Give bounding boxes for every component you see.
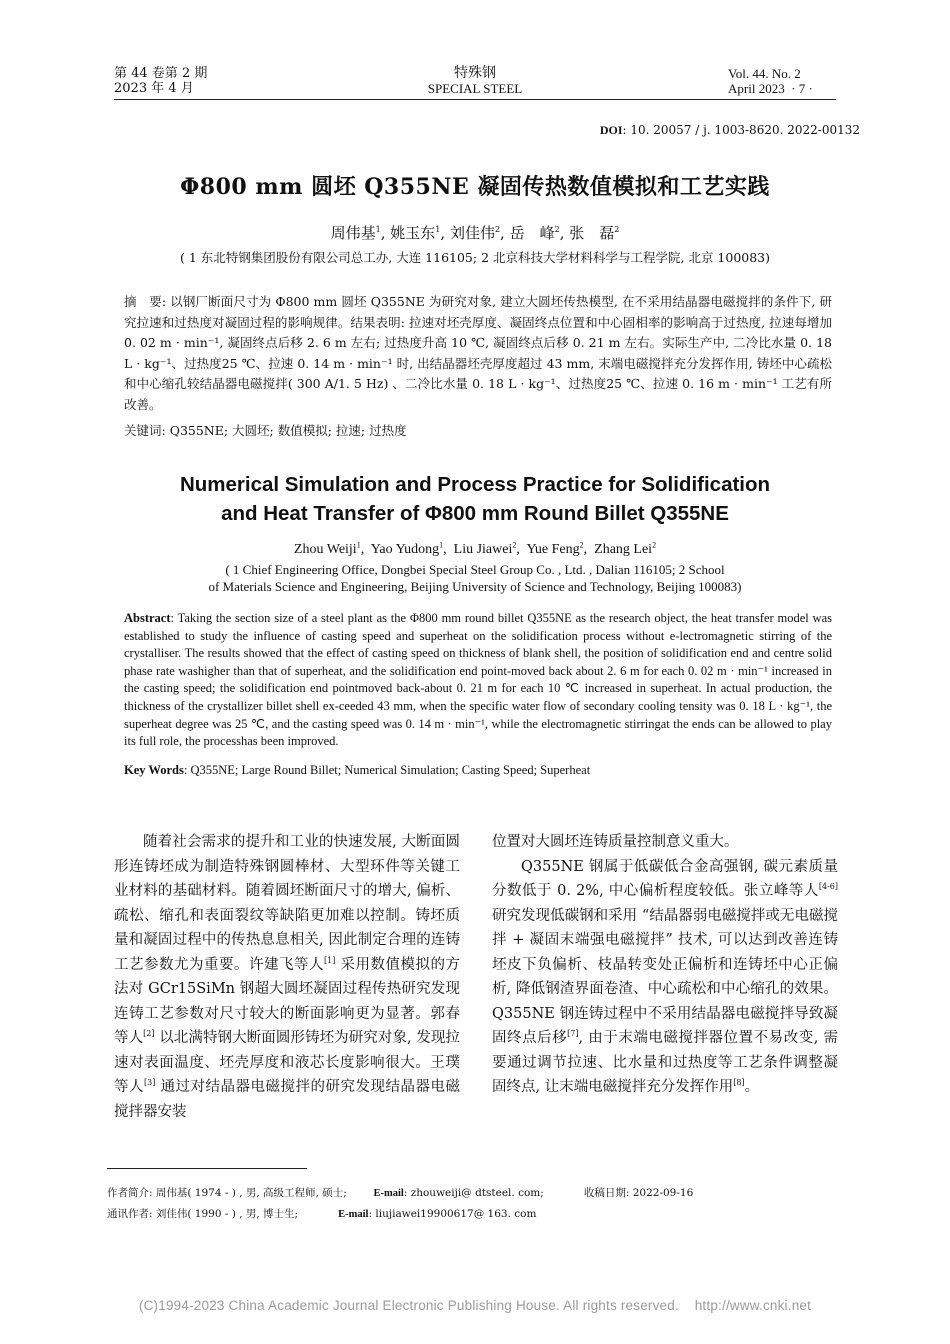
footnote-author [107, 1186, 693, 1201]
title-en-line2: and Heat Transfer of Φ800 mm Round Billet Q355NE [221, 502, 729, 525]
author-cn: 岳 峰 [509, 224, 555, 242]
citation: [7] [567, 1029, 579, 1039]
author-sup: 2 [579, 540, 584, 550]
citation: [3] [144, 1078, 156, 1088]
keywords-cn-text: Q355NE; 大圆坯; 数值模拟; 拉速; 过热度 [165, 423, 407, 438]
doi [600, 123, 860, 138]
author-sup: 1 [375, 225, 381, 234]
copyright-notice: (C)1994-2023 China Academic Journal Electronic Publishing House. All rights reserved. http://www.cnki.net [138, 1298, 812, 1313]
keywords-cn [124, 421, 832, 439]
keywords-cn-label: 关键词: [124, 423, 166, 438]
citation: [2] [143, 1029, 155, 1039]
abstract-en-text: : Taking the section size of a steel plant as the Φ800 mm round billet Q355NE as the research object, the heat transfer model was established to study the influence of casting speed and superheat on the solidification process without e-lectromagnetic stirring of the crystalliser. The results showed that the effect of casting speed on thickness of blank shell, the position of solidification end and centre solid phase rate washigher than that of superheat, and the solidification end point-moved back about 2. 6 m for each 0. 02 m · min⁻¹ increased in the casting speed; the solidification end pointmoved back-about 0. 21 m for each 10 ℃ increased in superheat. In actual production, the thickness of the crystallizer billet shell ex-ceeded 43 mm, when the specific water flow of secondary cooling tensity was 0. 18 L · kg⁻¹, the superheat degree was 25 ℃, and the casting speed was 0. 14 m · min⁻¹, while the electromagnetic stirringat the ends can be allowed to play its full role, the processhas been improved. [124, 611, 832, 749]
received-date: 收稿日期: 2022-09-16 [583, 1187, 694, 1199]
body-right-column [492, 830, 838, 1100]
abstract-cn-text: 以钢厂断面尺寸为 Φ800 mm 圆坯 Q355NE 为研究对象, 建立大圆坯传热模型, 在不采用结晶器电磁搅拌的条件下, 研究拉速和过热度对凝固过程的影响规律。结果表明: 拉速对坯壳厚度、凝固终点位置和中心固相率的影响高于过热度, 拉速每增加 0. 02 m · min⁻¹, 凝固终点后移 2. 6 m 左右; 过热度升高 10 ℃, 凝固终点后移 0. 21 m 左右。实际生产中, 二冷比水量 0. 18 L · kg⁻¹、过热度25 ℃、拉速 0. 14 m · min⁻¹ 时, 出结晶器坯壳厚度超过 43 mm, 末端电磁搅拌充分发挥作用, 铸坯中心疏松和中心缩孔较结晶器电磁搅拌( 300 A/1. 5 Hz) 、二冷比水量 0. 18 L · kg⁻¹、过热度25 ℃、拉速 0. 16 m · min⁻¹ 工艺有所改善。 [124, 294, 832, 412]
email-label: E-mail [338, 1209, 369, 1220]
citation: [8] [733, 1078, 745, 1088]
author-sup: 1 [435, 225, 441, 234]
affiliation-cn: ( 1 东北特钢集团股份有限公司总工办, 大连 116105; 2 北京科技大学材料科学与工程学院, 北京 100083) [179, 250, 771, 265]
affiliation-en [0, 561, 950, 595]
journal-name-en: SPECIAL STEEL [427, 81, 523, 96]
author-en: Zhang Lei [594, 542, 653, 557]
body-text: , 由于末端电磁搅拌器位置不易改变, 需要通过调节拉速、比水量和过热度等工艺条件调整凝固终点, 让末端电磁搅拌充分发挥作用 [492, 1030, 839, 1095]
author-cn: 姚玉东 [390, 224, 436, 242]
doi-value: : 10. 20057 / j. 1003-8620. 2022-00132 [622, 123, 860, 137]
title-en [0, 470, 950, 528]
authors-en: Zhou Weiji$^1$, Yao Yudong$^1$, Liu Jiawei$^2$, Yue Feng$^2$, Zhang Lei$^2$ [293, 540, 657, 557]
author-en: Zhou Weiji [293, 542, 357, 557]
journal-volume-en: Vol. 44. No. 2 [728, 66, 801, 81]
header-rule [114, 99, 836, 100]
body-text: 研究发现低碳钢和采用 “结晶器弱电磁搅拌或无电磁搅拌 + 凝固末端强电磁搅拌” 技术, 可以达到改善连铸坯皮下负偏析、枝晶转变处正偏析和连铸坯中心正偏析, 降低钢渣界面卷渣、中心疏松和中心缩孔的效果。Q355NE 钢连铸过程中不采用结晶器电磁搅拌导致凝固终点后移 [492, 907, 838, 1046]
footnote-rule [107, 1168, 307, 1169]
authors-cn: 周伟基$^1$, 姚玉东$^1$, 刘佳伟$^2$, 岳 峰$^2$, 张 磊$^2$ [330, 224, 620, 242]
citation: [4-6] [818, 882, 838, 892]
body-paragraph: 位置对大圆坯连铸质量控制意义重大。 [492, 834, 739, 850]
citation: [1] [324, 955, 336, 965]
abstract-cn [124, 292, 832, 415]
page-number: · 7 · [791, 81, 813, 96]
journal-volume: 第 44 卷第 2 期 [114, 66, 208, 81]
title-cn: Φ800 mm 圆坯 Q355NE 凝固传热数值模拟和工艺实践 [180, 174, 770, 200]
keywords-en-label: Key Words [124, 763, 184, 777]
body-left-column [114, 830, 460, 1124]
body-paragraph [492, 855, 838, 1100]
author-en: Yue Feng [526, 542, 580, 557]
affiliation-en-line2: of Materials Science and Engineering, Beijing University of Science and Technology, Beijing 100083) [208, 579, 742, 594]
body-paragraph [114, 830, 460, 1124]
author-sup: 2 [512, 540, 517, 550]
author-sup: 2 [614, 225, 620, 234]
footnote-text: 通讯作者: 刘佳伟( 1990 - ) , 男, 博士生; [107, 1208, 299, 1220]
abstract-en-label: Abstract [124, 611, 171, 625]
doi-label: DOI [599, 123, 623, 137]
title-en-line1: Numerical Simulation and Process Practice for Solidification [179, 473, 771, 496]
footnote-text: 作者简介: 周伟基( 1974 - ) , 男, 高级工程师, 硕士; [107, 1187, 347, 1199]
body-text: 随着社会需求的提升和工业的快速发展, 大断面圆形连铸坯成为制造特殊钢圆棒材、大型环件等关键工业材料的基础材料。随着圆坯断面尺寸的增大, 偏析、疏松、缩孔和表面裂纹等缺陷更加难以控制。铸坯质量和凝固过程中的传热息息相关, 因此制定合理的连铸工艺参数尤为重要。许建飞等人 [114, 834, 460, 973]
author-sup: 2 [554, 225, 560, 234]
author-cn: 周伟基 [330, 224, 376, 242]
author-cn: 刘佳伟 [449, 224, 495, 242]
author-sup: 1 [439, 540, 444, 550]
abstract-cn-label: 摘 要: [124, 294, 167, 309]
body-text: 以北满特钢大断面圆形铸坯为研究对象, 发现拉速对表面温度、坯壳厚度和液芯长度影响很大。王璞等人 [114, 1030, 461, 1095]
abstract-en [124, 610, 832, 751]
journal-date: 2023 年 4 月 [114, 81, 194, 96]
footnote-corresponding [107, 1207, 536, 1222]
header-right [728, 66, 813, 96]
author-en: Yao Yudong [370, 542, 440, 557]
body-text: 通过对结晶器电磁搅拌的研究发现结晶器电磁搅拌器安装 [114, 1079, 461, 1120]
author-sup: 1 [356, 540, 361, 550]
author-sup: 2 [652, 540, 657, 550]
keywords-en-text: : Q355NE; Large Round Billet; Numerical Simulation; Casting Speed; Superheat [183, 763, 591, 777]
body-text: Q355NE 钢属于低碳低合金高强钢, 碳元素质量分数低于 0. 2%, 中心偏析程度较低。张立峰等人 [492, 858, 838, 899]
journal-date-en: April 2023 [728, 81, 785, 96]
journal-name-cn: 特殊钢 [454, 65, 496, 81]
email-address: : liujiawei19900617@ 163. com [368, 1208, 537, 1220]
email-address: : zhouweiji@ dtsteel. com; [403, 1187, 544, 1199]
author-sup: 2 [494, 225, 501, 234]
email-label: E-mail [373, 1188, 404, 1199]
author-en: Liu Jiawei [453, 542, 513, 557]
affiliation-en-line1: ( 1 Chief Engineering Office, Dongbei Special Steel Group Co. , Ltd. , Dalian 116105; 2 School [225, 562, 725, 577]
keywords-en [124, 763, 832, 778]
body-text: 。 [744, 1079, 760, 1095]
author-cn: 张 磊 [569, 224, 615, 242]
body-text: 采用数值模拟的方法对 GCr15SiMn 钢超大圆坯凝固过程传热研究发现连铸工艺参数对尺寸较大的断面影响更为显著。郭春等人 [114, 956, 461, 1046]
